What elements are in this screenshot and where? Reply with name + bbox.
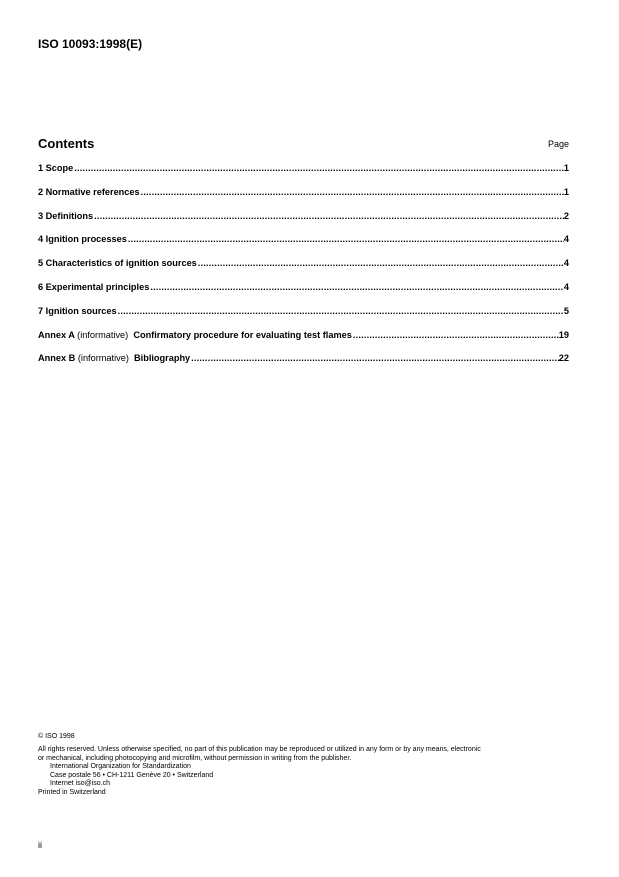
toc-entry-page: 4 [563,258,569,269]
toc-entry-ignition-processes[interactable] [38,234,569,258]
toc-entry-ignition-sources[interactable] [38,306,569,330]
organization-name: International Organization for Standardization [50,763,191,771]
toc-leader-dots [118,306,564,316]
toc-entry-label: 4 Ignition processes [38,234,127,245]
toc-entry-page: 4 [563,234,569,245]
toc-entry-normative-references[interactable] [38,187,569,211]
annex-prefix: Annex B [38,353,76,364]
toc-entry-scope[interactable] [38,163,569,187]
toc-entry-title [38,330,352,340]
document-id: ISO 10093:1998(E) [38,37,143,51]
toc-entry-title [38,353,190,363]
toc-entry-page: 19 [558,329,569,340]
rights-text-line-1: All rights reserved. Unless otherwise specified, no part of this publication may be reproduced or utilized in any form or by any means, electronic [38,746,481,754]
toc-entry-label: 3 Definitions [38,210,94,221]
annex-note: (informative) [77,329,129,340]
toc-leader-dots [94,211,564,221]
annex-prefix: Annex A [38,329,75,340]
toc-entry-label: Confirmatory procedure for evaluating test flames [133,329,352,340]
toc-leader-dots [141,187,564,197]
toc-entry-label: Bibliography [134,353,191,364]
toc-entry-experimental-principles[interactable] [38,282,569,306]
toc-leader-dots [353,330,559,340]
internet-contact[interactable]: Internet iso@iso.ch [50,780,111,788]
toc-leader-dots [74,163,564,173]
toc-entry-page: 4 [563,281,569,292]
toc-entry-page: 5 [563,305,569,316]
contents-title: Contents [38,136,95,151]
toc-leader-dots [198,258,564,268]
page-column-label: Page [547,139,569,149]
toc-entry-page: 22 [558,353,569,364]
toc-entry-annex-a[interactable] [38,330,569,354]
toc-entry-page: 2 [563,210,569,221]
printed-in: Printed in Switzerland [38,789,106,797]
toc-entry-label: 2 Normative references [38,186,140,197]
postal-address: Case postale 56 • CH-1211 Genève 20 • Switzerland [50,771,214,779]
toc-entry-characteristics[interactable] [38,258,569,282]
toc-entry-label: 1 Scope [38,163,74,173]
annex-note: (informative) [77,353,129,364]
toc-entry-definitions[interactable] [38,211,569,235]
toc-entry-page: 1 [563,163,569,173]
rights-text-line-2: or mechanical, including photocopying and microfilm, without permission in writing from the publisher. [38,754,352,762]
toc-entry-label: 6 Experimental principles [38,281,150,292]
toc-leader-dots [150,282,564,292]
copyright-notice: © ISO 1998 [38,733,75,740]
toc-leader-dots [128,234,564,244]
toc-entry-annex-b[interactable] [38,353,569,377]
toc-entry-label: 7 Ignition sources [38,305,117,316]
toc-entry-label: 5 Characteristics of ignition sources [38,258,197,269]
toc-leader-dots [191,353,559,363]
copyright-footer [38,733,578,798]
page-number: ii [38,840,42,850]
toc-entry-page: 1 [563,186,569,197]
table-of-contents [38,163,569,377]
